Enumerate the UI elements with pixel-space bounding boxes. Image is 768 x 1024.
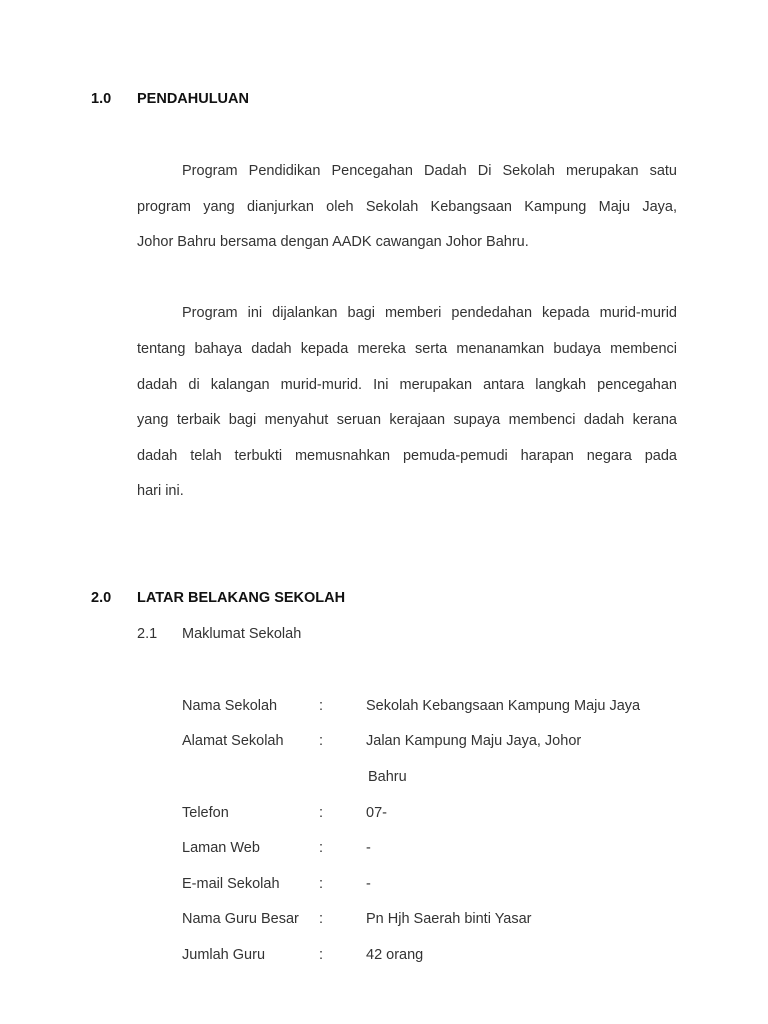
info-label: E-mail Sekolah: [182, 876, 280, 892]
info-value: Pn Hjh Saerah binti Yasar: [366, 911, 532, 927]
section-1-number: 1.0: [91, 91, 112, 107]
info-label: Alamat Sekolah: [182, 733, 284, 749]
info-value: Sekolah Kebangsaan Kampung Maju Jaya: [366, 698, 641, 714]
info-colon: :: [319, 698, 324, 714]
info-value: Jalan Kampung Maju Jaya, Johor: [366, 733, 582, 749]
info-value: -: [366, 840, 371, 856]
info-value: -: [366, 876, 371, 892]
paragraph-2-line: hari ini.: [137, 483, 184, 499]
info-label: Jumlah Guru: [182, 947, 266, 963]
subsection-title: Maklumat Sekolah: [182, 626, 302, 642]
section-2-title: LATAR BELAKANG SEKOLAH: [137, 590, 346, 606]
paragraph-1-line: program yang dianjurkan oleh Sekolah Kebangsaan Kampung Maju Jaya,: [137, 199, 677, 215]
paragraph-2-line: dadah di kalangan murid-murid. Ini merupakan antara langkah pencegahan: [137, 377, 677, 393]
info-value: 42 orang: [366, 947, 424, 963]
info-value: Bahru: [368, 769, 407, 785]
info-label: Laman Web: [182, 840, 260, 856]
info-label: Nama Guru Besar: [182, 911, 299, 927]
subsection-number: 2.1: [137, 626, 158, 642]
section-1-title: PENDAHULUAN: [137, 91, 249, 107]
info-colon: :: [319, 911, 324, 927]
paragraph-1-line: Johor Bahru bersama dengan AADK cawangan Johor Bahru.: [137, 234, 529, 250]
info-colon: :: [319, 947, 324, 963]
info-label: Nama Sekolah: [182, 698, 278, 714]
info-colon: :: [319, 733, 324, 749]
paragraph-2-line: tentang bahaya dadah kepada mereka serta menanamkan budaya membenci: [137, 341, 677, 357]
info-value: 07-: [366, 805, 387, 821]
info-colon: :: [319, 805, 324, 821]
paragraph-2-line: Program ini dijalankan bagi memberi pendedahan kepada murid-murid: [182, 305, 677, 321]
info-colon: :: [319, 840, 324, 856]
paragraph-2-line: dadah telah terbukti memusnahkan pemuda-pemudi harapan negara pada: [137, 448, 677, 464]
paragraph-2-line: yang terbaik bagi menyahut seruan kerajaan supaya membenci dadah kerana: [137, 412, 677, 428]
paragraph-1-line: Program Pendidikan Pencegahan Dadah Di Sekolah merupakan satu: [182, 163, 677, 179]
info-colon: :: [319, 876, 324, 892]
info-label: Telefon: [182, 805, 229, 821]
section-2-number: 2.0: [91, 590, 112, 606]
